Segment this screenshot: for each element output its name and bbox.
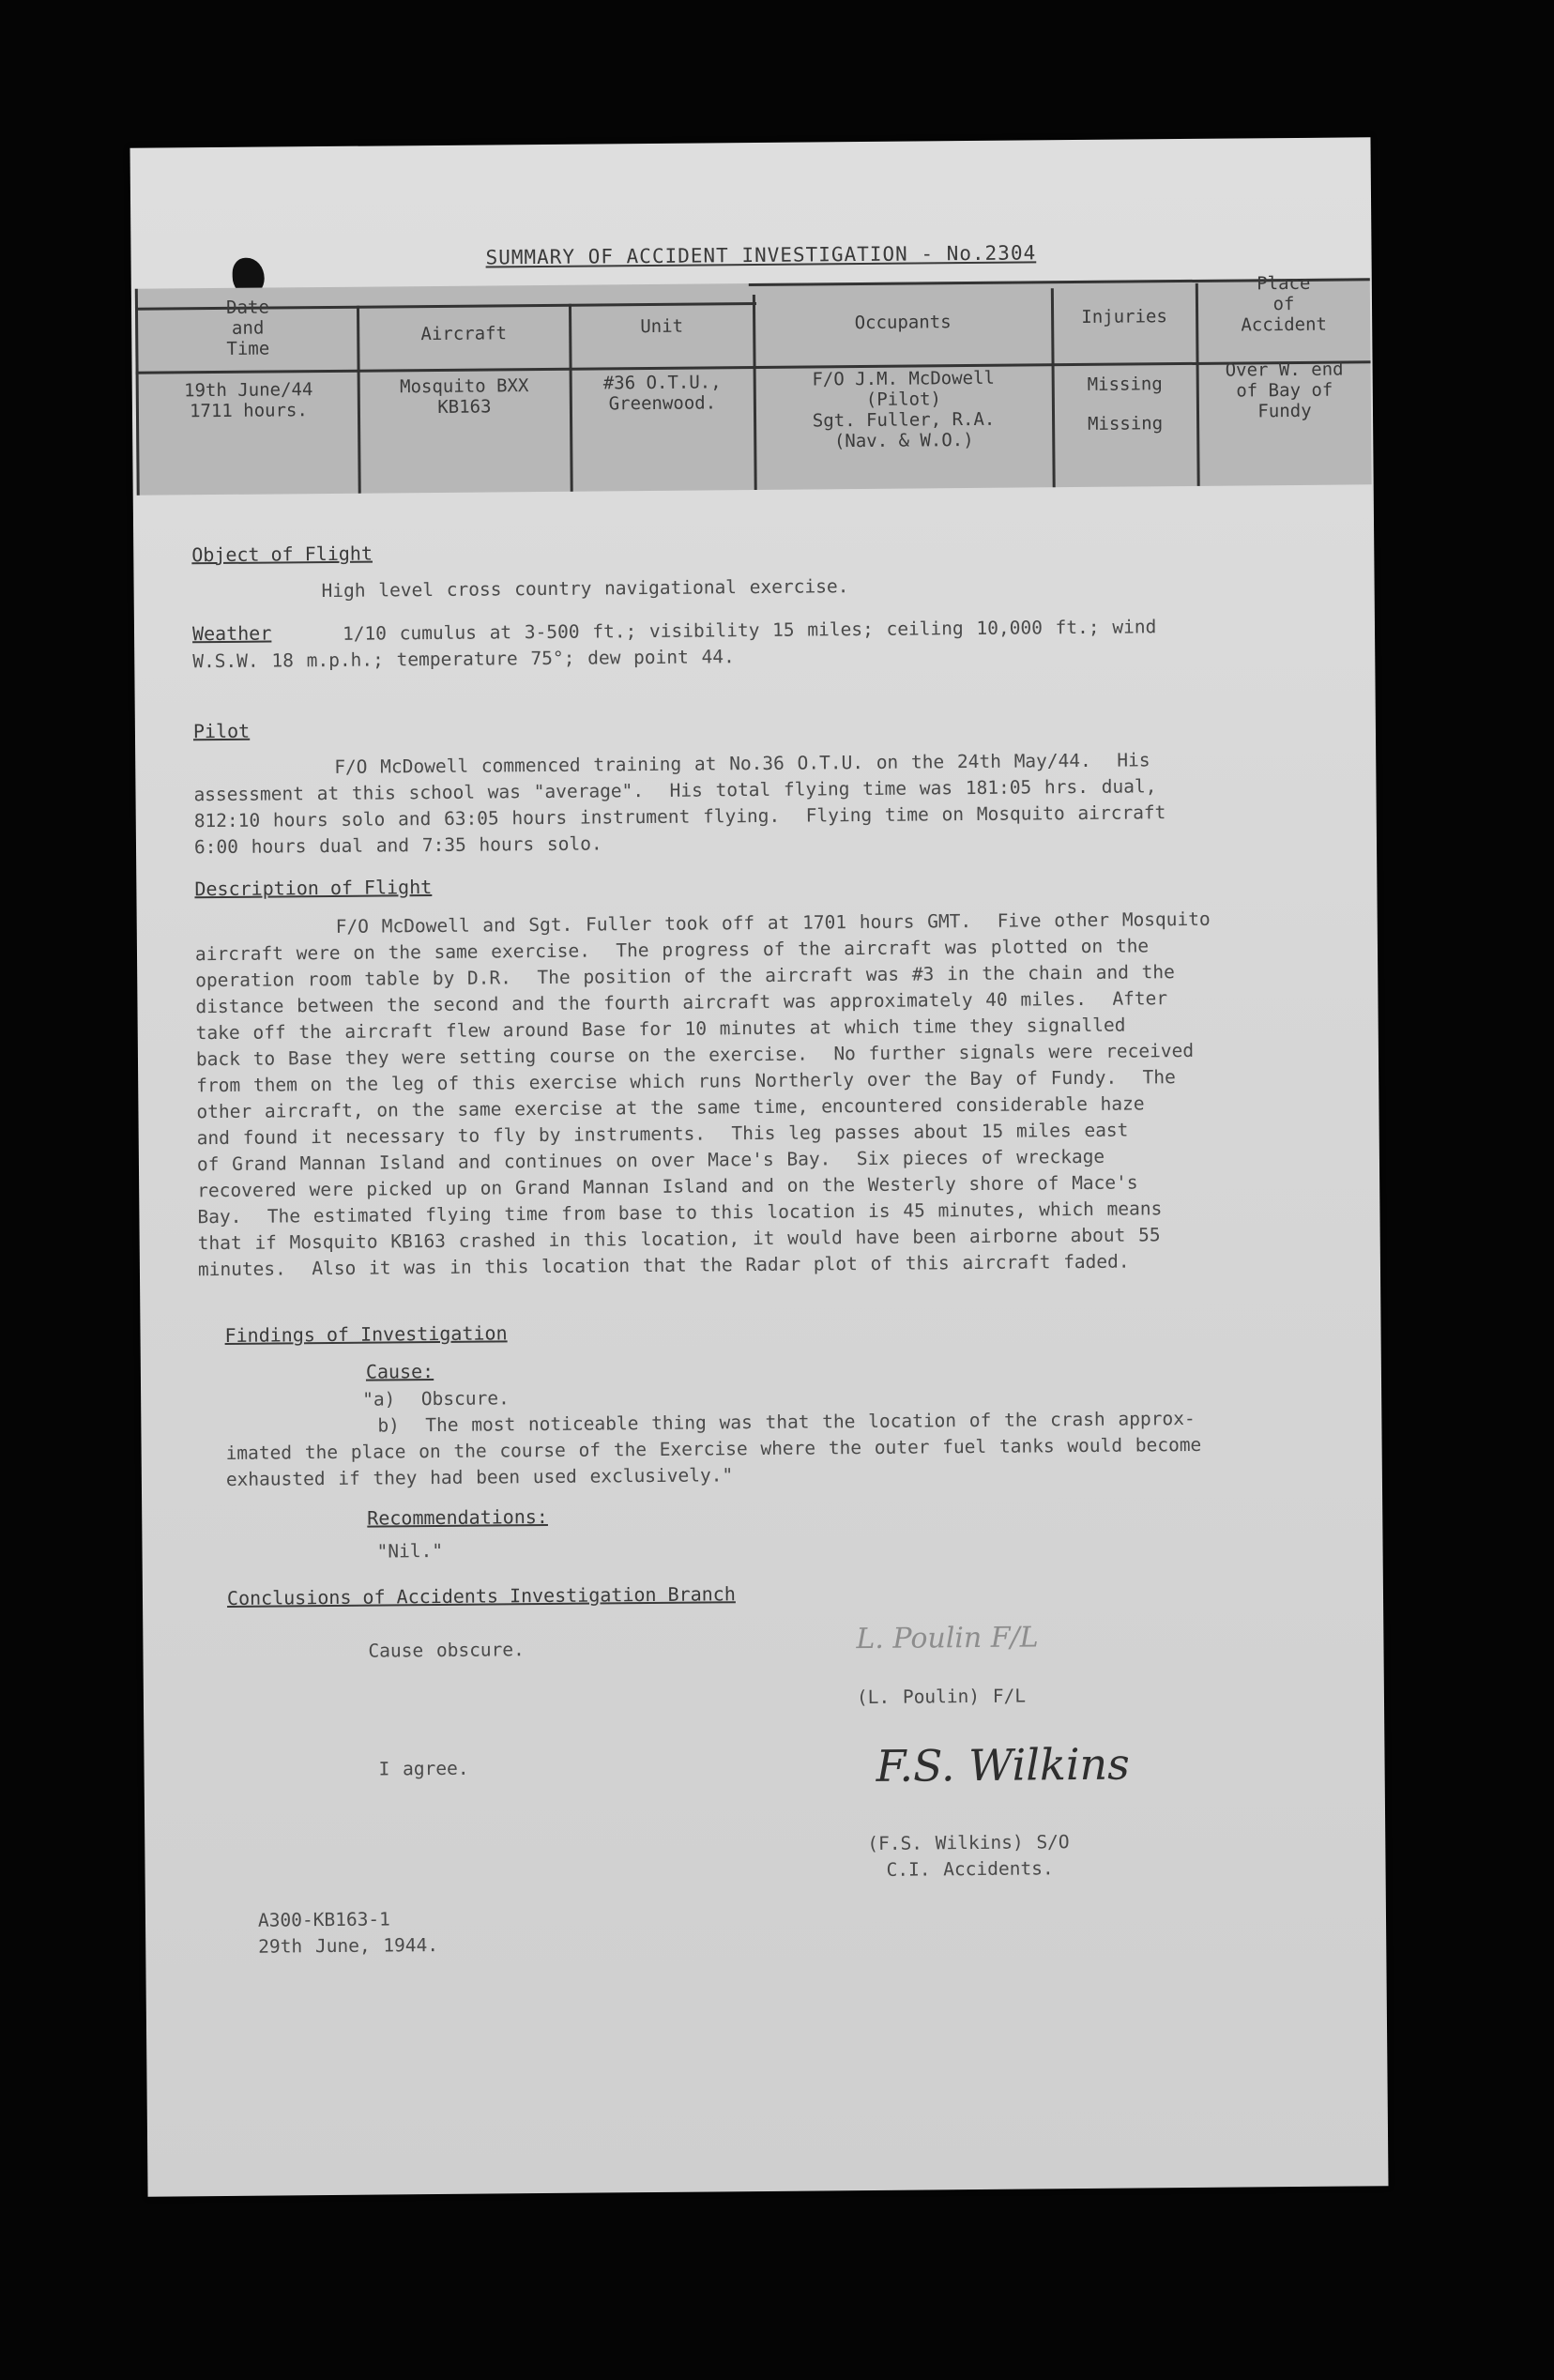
cell-unit: #36 O.T.U., Greenwood. [602,372,722,415]
description-text: F/O McDowell and Sgt. Fuller took off at 1701 hours GMT. Five other Mosquito aircraft were on the same exercise. The progress of the aircraft was plotted on the operation room table by D.R. The position of the aircraft was #3 in the chain and the distance between the second and the fourth aircraft was approximately 40 miles. After take off the aircraft flew around Base for 10 minutes at which time they signalled back to Base they were setting course on the exercise. No further signals were received from them on the leg of this exercise which runs Northerly over the Bay of Fundy. The other aircraft, on the same exercise at the same time, encountered considerable haze and found it necessary to fly by instruments. This leg passes about 15 miles east of Grand Mannan Island and continues on over Mace's Bay. Six pieces of wreckage recovered were picked up on Grand Mannan Island and on the Westerly shore of Mace's Bay. The estimated flying time from base to this location is 45 minutes, which means that if Mosquito KB163 crashed in this location, it would have been airborne about 55 minutes. Also it was in this location that the Radar plot of this aircraft faded. [194,908,1211,1281]
pilot-heading: Pilot [192,719,251,743]
cause-text: "a) Obscure. b) The most noticeable thing was that the location of the crash approx- imated the place on the course of the Exercise where the outer fuel tanks would become exhausted if they had been used exclusively." [225,1387,1202,1490]
object-heading: Object of Flight [191,542,373,567]
conclusions-heading: Conclusions of Accidents Investigation Branch [226,1582,736,1610]
recommendations-text: "Nil." [376,1539,444,1563]
object-text: High level cross country navigational exercise. [321,575,849,603]
cell-injuries: Missing Missing [1087,374,1164,435]
description-heading: Description of Flight [194,876,433,901]
agree-text: I agree. [378,1757,469,1780]
header-aircraft: Aircraft [420,323,508,345]
header-place: Place of Accident [1241,272,1328,336]
cell-place: Over W. end of Bay of Fundy [1225,359,1344,422]
header-date-time: Date and Time [226,297,270,359]
pilot-text: F/O McDowell commenced training at No.36 O.T.U. on the 24th May/44. His assessment at this school was "average". His total flying time was 181:05 hrs. dual, 812:10 hours solo and 63:05 hours instrument flying. Flying time on Mosquito aircraft 6:00 hours dual and 7:35 hours solo. [193,749,1166,859]
header-injuries: Injuries [1081,306,1167,328]
cell-date-time: 19th June/44 1711 hours. [184,379,313,422]
cell-occupants: F/O J.M. McDowell (Pilot) Sgt. Fuller, R.A. (Nav. & W.O.) [812,367,996,452]
header-occupants: Occupants [854,312,952,334]
header-unit: Unit [640,315,684,338]
document-title: SUMMARY OF ACCIDENT INVESTIGATION - No.2304 [485,241,1037,269]
table-border-left [135,289,140,496]
cause-heading: Cause: [365,1360,434,1383]
findings-heading: Findings of Investigation [224,1321,508,1347]
file-reference: A300-KB163-1 [257,1908,390,1931]
signer2-title: C.I. Accidents. [886,1857,1054,1881]
recommendations-heading: Recommendations: [367,1504,549,1530]
cell-aircraft: Mosquito BXX KB163 [399,375,529,418]
signer2-name: (F.S. Wilkins) S/O [867,1831,1070,1855]
signature-poulin: L. Poulin F/L [856,1621,1039,1656]
summary-table [135,272,1372,495]
conclusions-text: Cause obscure. [368,1639,525,1662]
file-date: 29th June, 1944. [258,1934,439,1958]
document-page [130,137,1389,2196]
signature-wilkins: F.S. Wilkins [876,1738,1131,1792]
signer1-name: (L. Poulin) F/L [856,1685,1027,1709]
weather-text: 1/10 cumulus at 3-500 ft.; visibility 15 miles; ceiling 10,000 ft.; wind W.S.W. 18 m.p.h.; temperature 75°; dew point 44. [192,616,1157,673]
weather-heading: Weather [191,621,272,646]
